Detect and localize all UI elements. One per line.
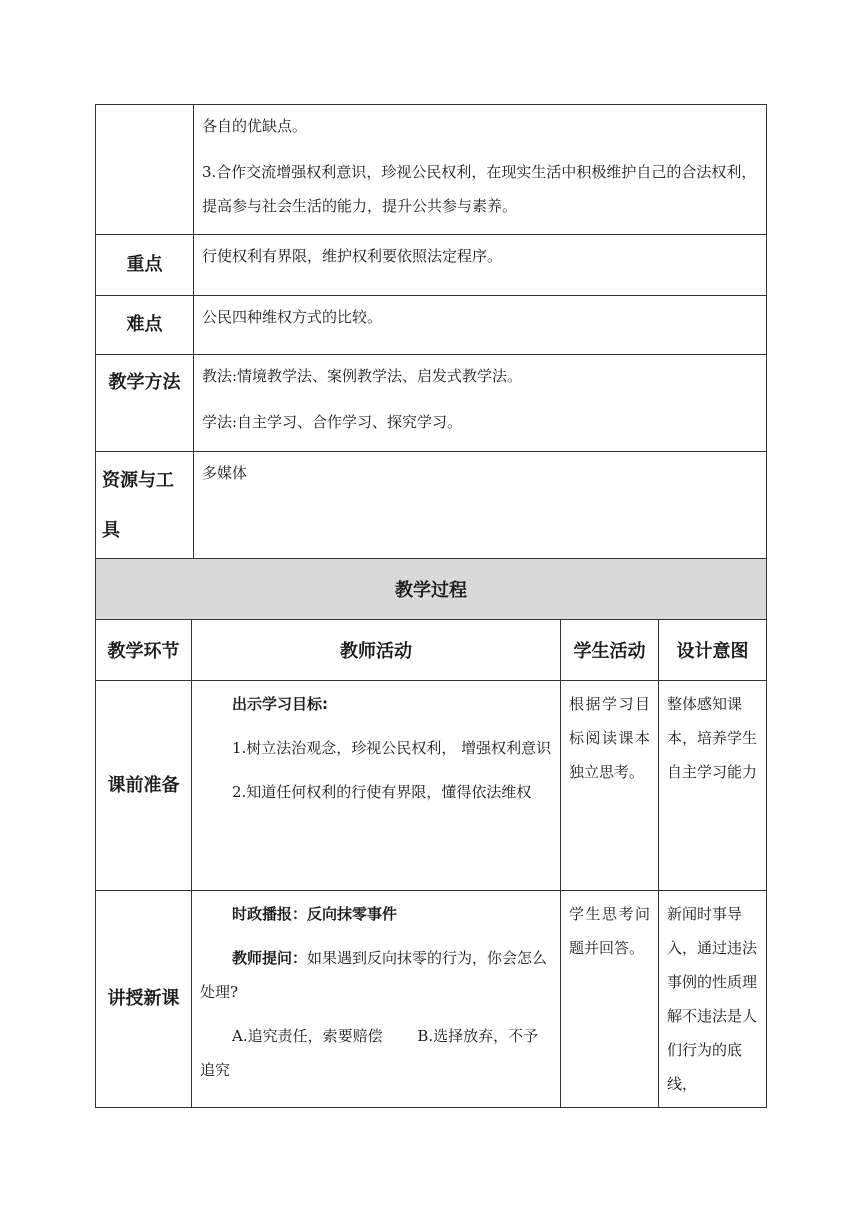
question-text: 如果遇到反向抹零的行为，你会怎么处理?	[200, 949, 548, 1001]
objective-3: 3.合作交流增强权利意识，珍视公民权利，在现实生活中积极维护自己的合法权利，提高参与社会生活的能力，提升公共参与素养。	[202, 163, 757, 215]
teacher-question	[200, 941, 552, 1009]
student-activity-cell: 学生思考问题并回答。	[561, 891, 659, 1108]
table-row	[96, 891, 767, 1108]
question-label: 教师提问：	[232, 949, 308, 967]
design-intent-cell: 整体感知课本，培养学生自主学习能力	[659, 681, 767, 891]
teacher-heading: 时政播报：反向抹零事件	[232, 905, 398, 923]
stage-cell: 讲授新课	[96, 891, 192, 1108]
resources-text: 多媒体	[194, 452, 767, 561]
table-row	[96, 681, 767, 891]
teacher-heading: 出示学习目标:	[232, 695, 328, 713]
resources-label: 资源与工具	[96, 452, 194, 561]
header-teacher: 教师活动	[192, 620, 561, 681]
key-point-row	[96, 235, 767, 296]
objectives-continued-row	[96, 105, 767, 235]
header-student: 学生活动	[561, 620, 659, 681]
difficulty-text: 公民四种维权方式的比较。	[194, 296, 767, 355]
student-activity-cell: 根据学习目标阅读课本独立思考。	[561, 681, 659, 891]
header-stage: 教学环节	[96, 620, 192, 681]
process-header-row	[96, 620, 767, 681]
methods-label: 教学方法	[96, 355, 194, 452]
stage-cell: 课前准备	[96, 681, 192, 891]
methods-row	[96, 355, 767, 452]
difficulty-label: 难点	[96, 296, 194, 355]
objective-fragment: 各自的优缺点。	[202, 117, 308, 135]
difficulty-row	[96, 296, 767, 355]
teaching-methods: 教法:情境教学法、案例教学法、启发式教学法。	[202, 367, 523, 385]
learning-methods: 学法:自主学习、合作学习、探究学习。	[202, 413, 463, 431]
methods-cell	[194, 355, 767, 452]
key-point-label: 重点	[96, 235, 194, 296]
teaching-process-table	[95, 558, 767, 1108]
design-intent-cell: 新闻时事导入，通过违法事例的性质理解不违法是人们行为的底线，	[659, 891, 767, 1108]
empty-label-cell	[96, 105, 194, 235]
process-title-row	[96, 559, 767, 620]
teacher-activity-cell	[192, 891, 561, 1108]
lesson-info-table	[95, 104, 767, 561]
resources-row	[96, 452, 767, 561]
objectives-continued-cell	[194, 105, 767, 235]
key-point-text: 行使权利有界限，维护权利要依照法定程序。	[194, 235, 767, 296]
teacher-activity-cell	[192, 681, 561, 891]
teacher-item: 2.知道任何权利的行使有界限，懂得依法维权	[232, 783, 532, 801]
answer-options: A.追究责任，索要赔偿 B.选择放弃，不予追究	[200, 1027, 539, 1079]
process-title: 教学过程	[96, 559, 767, 620]
header-intent: 设计意图	[659, 620, 767, 681]
teacher-item: 1.树立法治观念，珍视公民权利， 增强权利意识	[232, 739, 552, 757]
